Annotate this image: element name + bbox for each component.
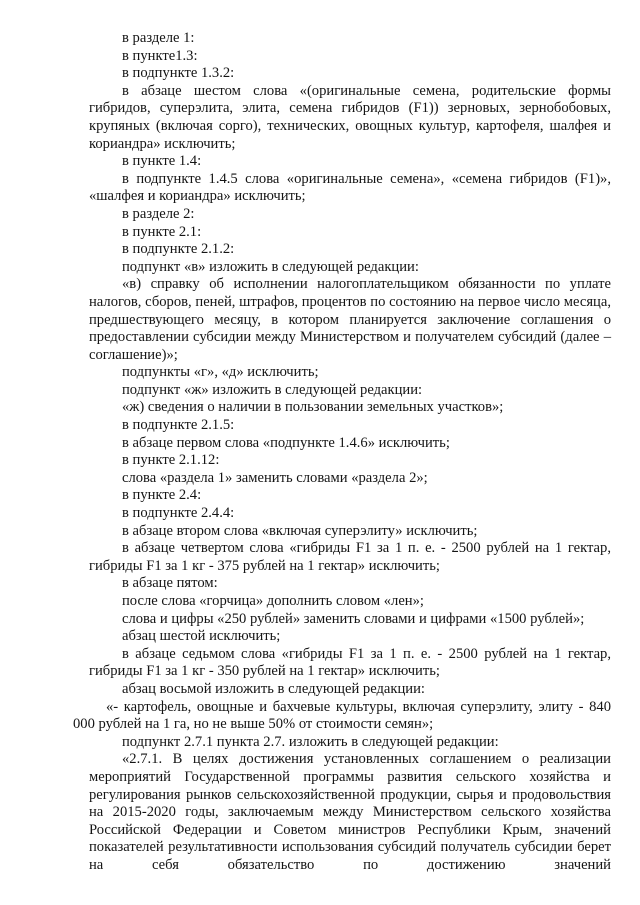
- document-body: [73, 30, 611, 875]
- paragraph-abzac-5: в абзаце пятом:: [122, 575, 218, 592]
- paragraph-section-1: в разделе 1:: [122, 30, 195, 46]
- paragraph-item-2-1: в пункте 2.1:: [122, 223, 202, 240]
- paragraph-gorchica: после слова «горчица» дополнить словом «лен»;: [122, 593, 424, 609]
- paragraph-subitem-2-1-2: в подпункте 2.1.2:: [122, 241, 235, 258]
- paragraph-abzac-2: в абзаце втором слова «включая суперэлиту» исключить;: [122, 522, 478, 539]
- paragraph-abzac-4: в абзаце четвертом слова «гибриды F1 за 1 п. е. - 2500 рублей на 1 гектар, гибриды F1 за 1 кг - 375 рублей на 1 гектар» исключить;: [89, 540, 611, 574]
- paragraph-subpoint-zh-text: «ж) сведения о наличии в пользовании земельных участков»;: [122, 399, 504, 416]
- paragraph-subitem-2-4-4: в подпункте 2.4.4:: [122, 505, 235, 522]
- paragraph-2-7-1-text: «2.7.1. В целях достижения установленных соглашением о реализации мероприятий Государственной программы развития сельского хозяйства и регулирования рынков сельскохозяйственной продукции, сырья и продовольствия на 2015-2020 годы, заключаемым между Министерством сельского хозяйства Российской Федерации и Советом министров Республики Крым, значений показателей результативности использования субсидий получатель субсидии берет на себя обязательство по достижению значений: [89, 751, 611, 873]
- paragraph-subitem-1-4-5: в подпункте 1.4.5 слова «оригинальные семена», «семена гибридов (F1)», «шалфея и кориандра» исключить;: [89, 170, 611, 205]
- paragraph-subitem-2-7-1: подпункт 2.7.1 пункта 2.7. изложить в следующей редакции:: [122, 733, 499, 750]
- paragraph-subpoint-v: подпункт «в» изложить в следующей редакции:: [122, 258, 419, 275]
- paragraph-subpoint-v-text: «в) справку об исполнении налогоплательщиком обязанности по уплате налогов, сборов, пеней, штрафов, процентов по состоянию на первое число месяца, предшествующего месяцу, в котором планируется заключение соглашения о предоставлении субсидии между Министерством и получателем субсидий (далее – соглашение)»;: [89, 276, 611, 363]
- paragraph-item-1-3: в пункте1.3:: [122, 47, 198, 64]
- paragraph-abzac-8: абзац восьмой изложить в следующей редакции:: [122, 680, 425, 697]
- paragraph-item-2-1-12: в пункте 2.1.12:: [122, 452, 220, 469]
- paragraph-abzac-6-delete: абзац шестой исключить;: [122, 628, 281, 645]
- paragraph-razdel-replace: слова «раздела 1» заменить словами «раздела 2»;: [122, 469, 428, 486]
- paragraph-abzac-7: в абзаце седьмом слова «гибриды F1 за 1 п. е. - 2500 рублей на 1 гектар, гибриды F1 за 1 кг - 350 рублей на 1 гектар» исключить;: [89, 645, 611, 680]
- paragraph-kartofel: «- картофель, овощные и бахчевые культуры, включая суперэлиту, элиту - 840 000 рублей на 1 га, но не выше 50% от стоимости семян»;: [73, 698, 611, 733]
- paragraph-item-2-4: в пункте 2.4:: [122, 487, 202, 504]
- paragraph-subpoints-g-d: подпункты «г», «д» исключить;: [122, 364, 319, 381]
- paragraph-250-rub: слова и цифры «250 рублей» заменить словами и цифрами «1500 рублей»;: [122, 610, 585, 627]
- paragraph-subpoint-zh: подпункт «ж» изложить в следующей редакции:: [122, 381, 423, 398]
- paragraph-subitem-1-3-2: в подпункте 1.3.2:: [122, 65, 235, 82]
- paragraph-item-1-4: в пункте 1.4:: [122, 153, 202, 170]
- paragraph-section-2: в разделе 2:: [122, 205, 195, 222]
- paragraph-abzac-6: в абзаце шестом слова «(оригинальные семена, родительские формы гибридов, суперэлита, элита, семена гибридов (F1)) зерновых, зернобобовых, крупяных (включая сорго), технических, овощных культур, картофеля, шалфея и кориандра» исключить;: [89, 82, 611, 152]
- paragraph-subitem-2-1-5: в подпункте 2.1.5:: [122, 417, 235, 434]
- paragraph-abzac-1: в абзаце первом слова «подпункте 1.4.6» исключить;: [122, 434, 450, 451]
